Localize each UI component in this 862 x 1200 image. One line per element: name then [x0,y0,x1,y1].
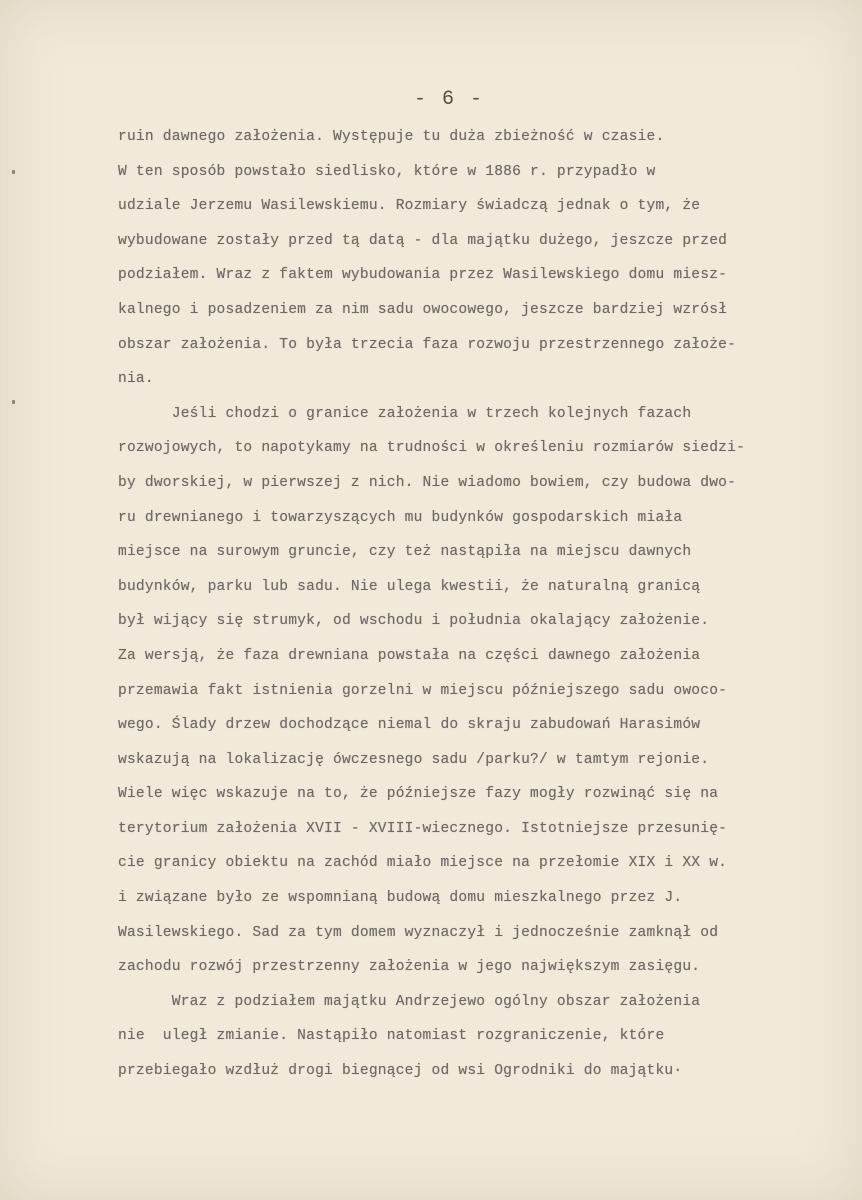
text-line: W ten sposób powstało siedlisko, które w 1886 r. przypadło w [118,163,656,180]
text-line: był wijący się strumyk, od wschodu i południa okalający założenie. [118,613,710,630]
text-line: wskazują na lokalizację ówczesnego sadu /parku?/ w tamtym rejonie. [118,751,710,768]
text-line: terytorium założenia XVII - XVIII-wiecznego. Istotniejsze przesunię- [118,820,728,837]
text-line: zachodu rozwój przestrzenny założenia w jego największym zasięgu. [118,959,701,976]
text-line: Jeśli chodzi o granice założenia w trzech kolejnych fazach [118,405,692,422]
margin-mark [12,400,15,404]
text-line: obszar założenia. To była trzecia faza rozwoju przestrzennego założe- [118,336,737,353]
margin-mark [12,170,15,174]
text-line: kalnego i posadzeniem za nim sadu owocowego, jeszcze bardziej wzrósł [118,301,728,318]
text-line: przemawia fakt istnienia gorzelni w miejscu późniejszego sadu owoco- [118,682,728,699]
text-line: wybudowane zostały przed tą datą - dla majątku dużego, jeszcze przed [118,232,728,249]
body-text [118,120,848,1089]
text-line: nia. [118,371,154,388]
text-line: nie uległ zmianie. Nastąpiło natomiast rozgraniczenie, które [118,1028,665,1045]
text-line: ruin dawnego założenia. Występuje tu duża zbieżność w czasie. [118,129,665,145]
text-line: Wasilewskiego. Sad za tym domem wyznaczył i jednocześnie zamknął od [118,924,719,941]
text-line: przebiegało wzdłuż drogi biegnącej od wsi Ogrodniki do majątku· [118,1063,683,1080]
text-line: by dworskiej, w pierwszej z nich. Nie wiadomo bowiem, czy budowa dwo- [118,474,737,491]
text-line: Wraz z podziałem majątku Andrzejewo ogólny obszar założenia [118,993,701,1010]
text-line: i związane było ze wspomnianą budową domu mieszkalnego przez J. [118,890,683,907]
text-line: miejsce na surowym gruncie, czy też nastąpiła na miejscu dawnych [118,544,692,561]
text-line: ru drewnianego i towarzyszących mu budynków gospodarskich miała [118,509,683,526]
text-line: podziałem. Wraz z faktem wybudowania przez Wasilewskiego domu miesz- [118,267,728,284]
text-line: cie granicy obiektu na zachód miało miejsce na przełomie XIX i XX w. [118,855,728,872]
page-number: - 6 - [413,88,484,111]
text-line: Za wersją, że faza drewniana powstała na części dawnego założenia [118,647,701,664]
text-line: budynków, parku lub sadu. Nie ulega kwestii, że naturalną granicą [118,578,701,595]
text-line: rozwojowych, to napotykamy na trudności w określeniu rozmiarów siedzi- [118,440,746,457]
text-line: Wiele więc wskazuje na to, że późniejsze fazy mogły rozwinąć się na [118,786,719,803]
text-line: wego. Ślady drzew dochodzące niemal do skraju zabudowań Harasimów [118,717,701,734]
text-line: udziale Jerzemu Wasilewskiemu. Rozmiary świadczą jednak o tym, że [118,198,701,215]
